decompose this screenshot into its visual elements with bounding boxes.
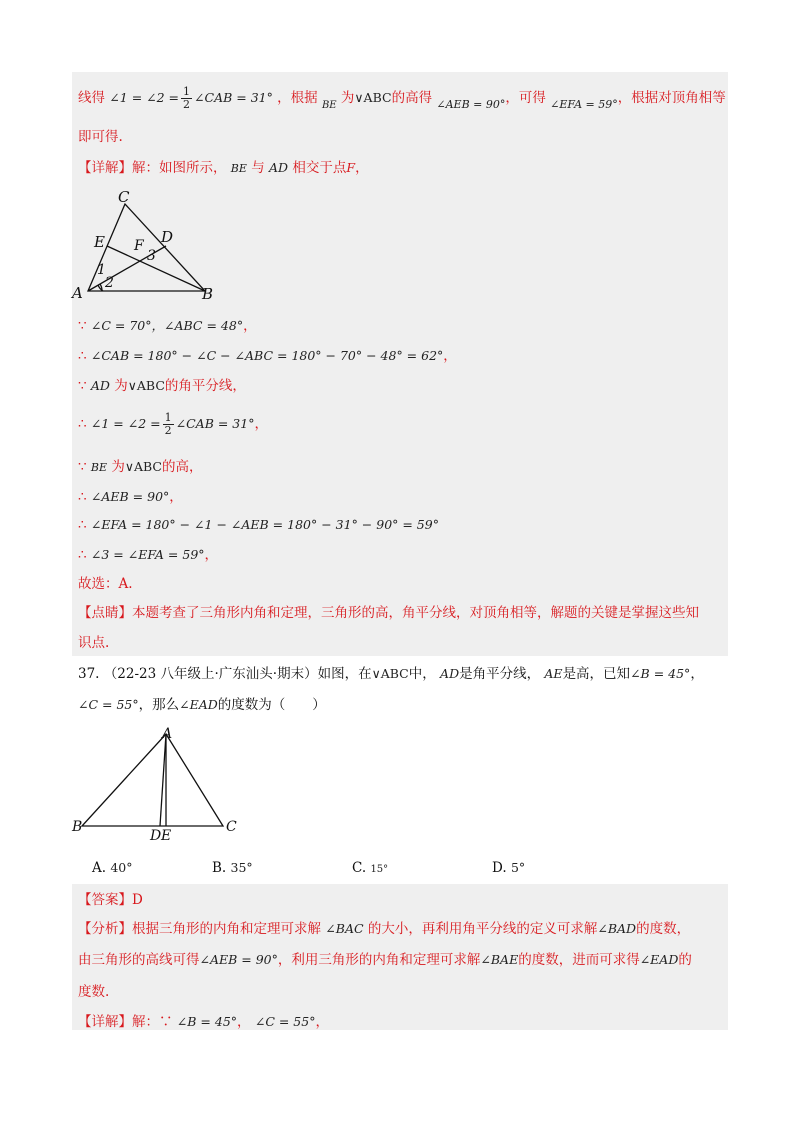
question-number: 37. (78, 666, 100, 682)
text: ， (204, 547, 219, 563)
option-a[interactable] (92, 860, 133, 876)
question-source: （22-23 八年级上·广东汕头·期末） (103, 666, 318, 682)
option-letter: B. (212, 860, 227, 876)
label-b: B (72, 819, 83, 835)
fraction: $\frac{1}{2}$ (183, 85, 191, 111)
text: ，根据对顶角相等 (617, 90, 726, 106)
angle-aeb: ∠AEB = 90° (199, 952, 278, 967)
angle-c: ∠C = 55° (78, 697, 139, 712)
because-symbol: ∵ (159, 1014, 173, 1030)
detail-tag: 【详解】 (78, 160, 132, 176)
step-3 (78, 376, 246, 396)
because-symbol: ∵ (78, 378, 87, 394)
because-symbol: ∵ (78, 459, 87, 475)
text: 与 (251, 160, 265, 176)
text: 是角平分线， (459, 666, 541, 682)
angle-ead: ∠EAD (179, 697, 218, 712)
option-c[interactable] (352, 860, 388, 876)
text: 的高， (161, 459, 203, 475)
angle-bad: ∠BAD (597, 921, 637, 936)
question-line-1 (78, 664, 704, 684)
segment-be: BE (321, 100, 337, 111)
solution-line-2: 即可得. (78, 129, 123, 145)
text: ，利用三角形的内角和定理可求解 (277, 952, 481, 968)
text: 解：如图所示， (132, 160, 227, 176)
formula: ∠1 = ∠2 = (109, 90, 180, 105)
angle-b: ∠B = 45° (176, 1014, 238, 1029)
text: 的度数，进而可求得 (518, 952, 640, 968)
text: ，可得 (505, 90, 546, 106)
option-d[interactable] (492, 860, 525, 876)
text: ， (315, 1014, 329, 1030)
text: ，那么 (138, 697, 180, 713)
option-b[interactable] (212, 860, 253, 876)
angle-aeb: ∠AEB = 90° (436, 98, 506, 111)
therefore-symbol: ∴ (78, 517, 87, 533)
comment-tag: 【点睛】 (78, 605, 132, 621)
label-d: D (161, 228, 174, 246)
step-8 (78, 545, 218, 565)
angle-ead: ∠EAD (639, 952, 679, 967)
label-c: C (226, 819, 237, 835)
triangle-abc: ∨ABC (127, 378, 165, 393)
step-7 (78, 515, 439, 535)
formula: ∠CAB = 31° (194, 90, 273, 105)
text: 相交于点 (292, 160, 347, 176)
answer-value: D (132, 892, 143, 908)
formula: ∠EFA = 180° − ∠1 − ∠AEB = 180° − 31° − 90° = 59° (90, 517, 439, 532)
label-3: 3 (147, 248, 156, 264)
therefore-symbol: ∴ (78, 348, 87, 364)
step-2 (78, 346, 457, 366)
option-letter: C. (352, 860, 367, 876)
label-b: B (202, 285, 214, 303)
step-4 (78, 412, 268, 437)
formula: ∠1 = ∠2 = (90, 416, 161, 431)
triangle-abc: ∨ABC (124, 459, 162, 474)
text: 本题考查了三角形内角和定理，三角形的高，角平分线，对顶角相等，解题的关键是掌握这些知 (132, 605, 699, 621)
text: 线得 (78, 90, 105, 106)
segment-be: BE (230, 162, 247, 175)
question-line-2 (78, 695, 326, 715)
triangle-figure-1 (70, 188, 230, 303)
angle-b: ∠B = 45° (630, 666, 691, 681)
option-value: 5° (510, 860, 526, 875)
text: 为 (340, 90, 355, 106)
text: 为 (111, 459, 125, 475)
answer-line (78, 890, 143, 910)
triangle-figure-2 (68, 724, 248, 844)
text: 的角平分线， (164, 378, 246, 394)
segment-ad: AD (440, 666, 460, 681)
text: ， (690, 666, 704, 682)
comment-line-2: 识点. (78, 635, 110, 651)
text: 的度数为（ ） (217, 697, 326, 713)
therefore-symbol: ∴ (78, 416, 87, 432)
detail-line (78, 158, 369, 179)
text: ， (443, 348, 457, 364)
angle-bae: ∠BAE (480, 952, 519, 967)
analysis-line-2 (78, 950, 692, 970)
text: 如图，在 (317, 666, 372, 682)
detail-tag: 【详解】 (78, 1014, 132, 1030)
label-2: 2 (105, 275, 114, 291)
text: ， (243, 318, 257, 334)
label-d: D (150, 828, 162, 844)
label-f: F (134, 238, 144, 254)
text: 为 (114, 378, 128, 394)
therefore-symbol: ∴ (78, 547, 87, 563)
analysis-tag: 【分析】 (78, 921, 132, 937)
fraction: $\frac{1}{2}$ (164, 411, 172, 437)
text: 由三角形的高线可得 (78, 952, 200, 968)
triangle-abc: ∨ABC (371, 666, 409, 681)
choose-line: 故选：A. (78, 576, 133, 592)
formula: ∠AEB = 90° (90, 489, 170, 504)
solution-line-1 (78, 86, 726, 111)
label-e: E (94, 233, 105, 251)
label-1: 1 (97, 262, 106, 278)
step-1 (78, 316, 257, 336)
option-letter: D. (492, 860, 507, 876)
text: 根据三角形的内角和定理可求解 (132, 921, 321, 937)
formula: ∠CAB = 180° − ∠C − ∠ABC = 180° − 70° − 48° = 62° (90, 348, 444, 363)
analysis-line-1 (78, 919, 690, 939)
point-f: F (346, 160, 356, 175)
angle-bac: ∠BAC (325, 921, 364, 936)
segment-be: BE (90, 461, 108, 474)
option-letter: A. (92, 860, 107, 876)
formula: ∠CAB = 31° (175, 416, 255, 431)
because-symbol: ∵ (78, 318, 87, 334)
text: ， (237, 1014, 251, 1030)
label-e: E (161, 828, 172, 844)
segment-ad: AD (90, 378, 110, 393)
text: 的度数， (636, 921, 691, 937)
text: ， (254, 416, 268, 432)
label-c: C (118, 188, 130, 206)
label-a: A (162, 726, 173, 742)
text: 是高，已知 (562, 666, 631, 682)
detail2-line (78, 1012, 329, 1032)
text: ，根据 (277, 90, 318, 106)
text: 的高得 (391, 90, 433, 106)
therefore-symbol: ∴ (78, 489, 87, 505)
step-6 (78, 487, 183, 507)
text: 解： (132, 1014, 159, 1030)
segment-ae: AE (544, 666, 563, 681)
formula: ∠3 = ∠EFA = 59° (90, 547, 205, 562)
triangle-abc: ∨ABC (354, 90, 392, 105)
comment-line-1 (78, 603, 699, 623)
text: 的大小，再利用角平分线的定义可求解 (367, 921, 598, 937)
text: 的 (678, 952, 692, 968)
text: ， (355, 160, 369, 176)
segment-ad: AD (269, 160, 289, 175)
angle-c: ∠C = 55° (254, 1014, 316, 1029)
option-value: 35° (230, 860, 253, 875)
option-value: 15° (370, 864, 389, 875)
analysis-line-3: 度数. (78, 984, 110, 1000)
answer-tag: 【答案】 (78, 892, 132, 908)
option-value: 40° (110, 860, 133, 875)
angle-efa: ∠EFA = 59° (550, 98, 618, 111)
text: ， (169, 489, 183, 505)
step-5 (78, 457, 202, 478)
formula: ∠C = 70°，∠ABC = 48° (90, 318, 244, 333)
label-a: A (72, 284, 83, 302)
text: 中， (408, 666, 436, 682)
